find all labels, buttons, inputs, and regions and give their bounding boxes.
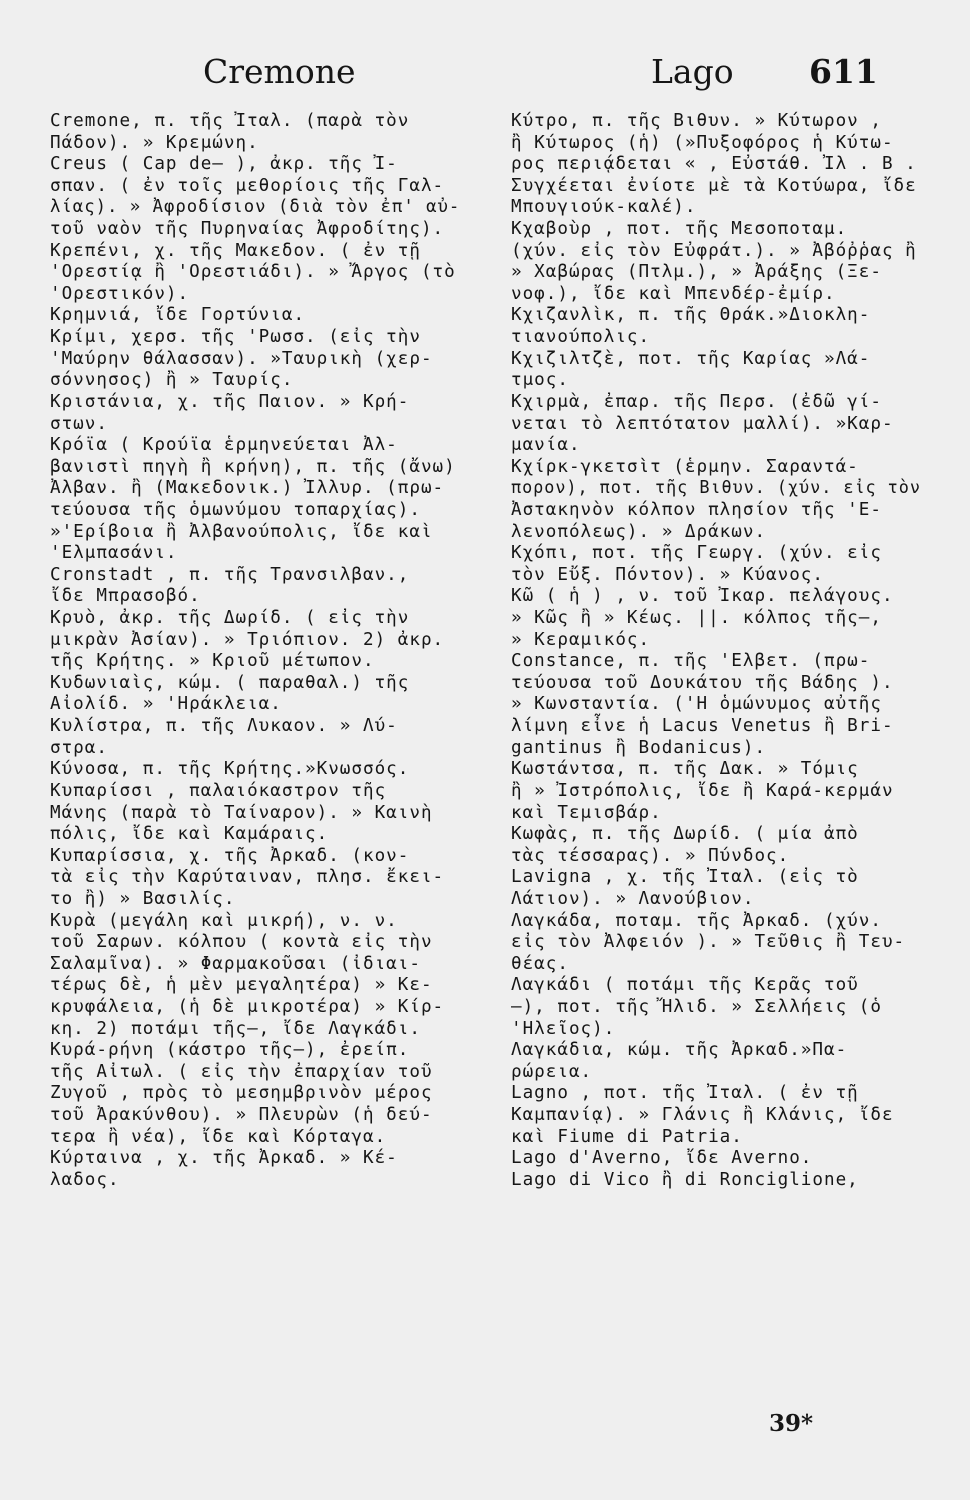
entry-line: ἴδε Μπρασοβό. (50, 586, 201, 607)
entry-line: Creus ( Cap de— ), ἀκρ. τῆς Ἰ- (50, 154, 398, 175)
entry-line: ἢ » Ἰστρόπολις, ἴδε ἢ Καρά-κερμάν (511, 780, 894, 801)
entry-line: πορον), ποτ. τῆς Βιθυν. (χύν. εἰς τὸν (511, 478, 921, 499)
entry-line: 'Ορεστικόν). (50, 283, 190, 304)
entry-line: στων. (50, 413, 108, 434)
entry-line: Κῶ ( ἡ ) , ν. τοῦ Ἰκαρ. πελάγους. (511, 586, 894, 607)
entry-line: Κωφὰς, π. τῆς Δωρίδ. ( μία ἀπὸ (511, 824, 859, 845)
entry-line: τερα ἢ νέα), ἴδε καὶ Κόρταγα. (50, 1126, 387, 1147)
entry-line: Κύρταινα , χ. τῆς Ἀρκαδ. » Κέ- (50, 1148, 398, 1169)
entry-line: λίας). » Ἀφροδίσιον (διὰ τὸν ἐπ' αὐ- (50, 197, 461, 218)
entry-line: πόλις, ἴδε καὶ Καμάραις. (50, 824, 329, 845)
entry-line: » Κωνσταντία. ('Η ὁμώνυμος αὐτῆς (511, 694, 882, 715)
entry-line: Κριστάνια, χ. τῆς Παιον. » Κρή- (50, 391, 410, 412)
entry-line: βανιστὶ πηγὴ ἢ κρήνη), π. τῆς (ἄνω) (50, 456, 456, 477)
entry-line: Constance, π. τῆς 'Ελβετ. (πρω- (511, 651, 871, 672)
left-column (50, 111, 460, 1191)
entry-line: Πάδον). » Κρεμώνη. (50, 132, 259, 153)
entry-line: τοῦ ναὸν τῆς Πυρηναίας Ἀφροδίτης). (50, 219, 445, 240)
entry-line: στρα. (50, 737, 108, 758)
entry-line: Κρημνιά, ἴδε Γορτύνια. (50, 305, 306, 326)
entry-line: Κυδωνιαὶς, κώμ. ( παραθαλ.) τῆς (50, 672, 410, 693)
entry-line: Μπουγιούκ-καλέ). (511, 197, 697, 218)
entry-line: Ἀλβαν. ἢ (Μακεδονικ.) Ἰλλυρ. (πρω- (50, 478, 445, 499)
entry-line: Κχιζανλὶκ, π. τῆς Θράκ.»Διοκλη- (511, 305, 871, 326)
page-number: 611 (809, 52, 878, 91)
entry-line: »'Ερίβοια ἢ Ἀλβανούπολις, ἴδε καὶ (50, 521, 433, 542)
entry-line: τῆς Κρήτης. » Κριοῦ μέτωπον. (50, 651, 375, 672)
entry-line: Cremone, π. τῆς Ἰταλ. (παρὰ τὸν (50, 111, 410, 131)
entry-line: τοῦ Σαρων. κόλπου ( κοντὰ εἰς τὴν (50, 932, 433, 953)
entry-line: Κύτρο, π. τῆς Βιθυν. » Κύτωρον , (511, 111, 882, 131)
entry-line: » Χαβώρας (Πτλμ.), » Ἀράξης (Ξε- (511, 262, 882, 283)
right-column (511, 111, 921, 1191)
entry-line: τῆς Αἰτωλ. ( εἰς τὴν ἐπαρχίαν τοῦ (50, 1061, 433, 1082)
entry-line: Κυρὰ (μεγάλη καὶ μικρή), ν. ν. (50, 910, 398, 931)
entry-line: νεται τὸ λεπτότατον μαλλί). »Καρ- (511, 413, 894, 434)
entry-line: 'Ορεστίᾳ ἢ 'Ορεστιάδι). » Ἄργος (τὸ (50, 262, 456, 283)
entry-line: (χύν. εἰς τὸν Εὐφράτ.). » Ἀβόῤῥας ἢ (511, 240, 917, 261)
entry-line: τμος. (511, 370, 569, 391)
entry-line: λίμνη εἶνε ἡ Lacus Venetus ἢ Bri- (511, 716, 894, 737)
entry-line: Κύνοσα, π. τῆς Κρήτης.»Κνωσσός. (50, 759, 410, 780)
entry-line: Lagno , ποτ. τῆς Ἰταλ. ( ἐν τῇ (511, 1083, 859, 1104)
entry-line: Κχαβοὺρ , ποτ. τῆς Μεσοποταμ. (511, 219, 848, 240)
entry-line: » Κεραμικός. (511, 629, 651, 650)
running-head-left: Cremone (203, 52, 356, 91)
entry-line: Ἀστακηνὸν κόλπον πλησίον τῆς 'Ε- (511, 499, 882, 520)
entry-line: μανία. (511, 435, 581, 456)
entry-line: Λάτιον). » Λανούβιον. (511, 888, 755, 909)
entry-line: εἰς τὸν Ἀλφειόν ). » Τεῦθις ἢ Τευ- (511, 932, 906, 953)
entry-line: gantinus ἢ Bodanicus). (511, 737, 767, 758)
entry-line: λαδος. (50, 1169, 120, 1190)
entry-line: Κχιρμὰ, ἐπαρ. τῆς Περσ. (ἐδῶ γί- (511, 391, 882, 412)
entry-line: κη. 2) ποτάμι τῆς—, ἴδε Λαγκάδι. (50, 1018, 421, 1039)
entry-line: —), ποτ. τῆς Ἤλιδ. » Σελλήεις (ὁ (511, 996, 882, 1017)
entry-line: τὰ εἰς τὴν Καρύταιναν, πλησ. ἔκει- (50, 867, 445, 888)
entry-line: » Κῶς ἢ » Κέως. ||. κόλπος τῆς—, (511, 608, 882, 629)
entry-line: τεύουσα τοῦ Δουκάτου τῆς Βάδης ). (511, 672, 894, 693)
entry-line: Λαγκάδι ( ποτάμι τῆς Κερᾶς τοῦ (511, 975, 859, 996)
entry-line: Κυπαρίσσι , παλαιόκαστρον τῆς (50, 780, 387, 801)
entry-line: σπαν. ( ἐν τοῖς μεθορίοις τῆς Γαλ- (50, 175, 445, 196)
entry-line: τὸν Εὔξ. Πόντον). » Κύανος. (511, 564, 824, 585)
entry-line: Κυρά-ρήνη (κάστρο τῆς—), ἐρείπ. (50, 1040, 410, 1061)
entry-line: θέας. (511, 953, 569, 974)
entry-line: Σαλαμῖνα). » Φαρμακοῦσαι (ἰδιαι- (50, 953, 421, 974)
entry-line: σόννησος) ἢ » Ταυρίς. (50, 370, 294, 391)
entry-line: Κυλίστρα, π. τῆς Λυκαον. » Λύ- (50, 716, 398, 737)
entry-line: Λαγκάδια, κώμ. τῆς Ἀρκαδ.»Πα- (511, 1040, 848, 1061)
entry-line: Lago di Vico ἢ di Ronciglione, (511, 1169, 859, 1190)
entry-line: καὶ Fiume di Patria. (511, 1126, 743, 1147)
entry-line: Κρυὸ, ἀκρ. τῆς Δωρίδ. ( εἰς τὴν (50, 608, 410, 629)
entry-line: ρώρεια. (511, 1061, 593, 1082)
entry-line: ρος περιᾴδεται « , Εὐστάθ. Ἰλ . Β . (511, 154, 917, 175)
entry-line: τιανούπολις. (511, 327, 651, 348)
entry-line: τὰς τέσσαρας). » Πύνδος. (511, 845, 790, 866)
entry-line: Κχόπι, ποτ. τῆς Γεωργ. (χύν. εἰς (511, 543, 882, 564)
entry-line: Ζυγοῦ , πρὸς τὸ μεσημβρινὸν μέρος (50, 1083, 433, 1104)
entry-line: καὶ Τεμισβάρ. (511, 802, 662, 823)
entry-line: λενοπόλεως). » Δράκων. (511, 521, 767, 542)
entry-line: Lavigna , χ. τῆς Ἰταλ. (εἰς τὸ (511, 867, 859, 888)
entry-line: Cronstadt , π. τῆς Τρανσιλβαν., (50, 564, 410, 585)
entry-line: Κρόϊα ( Κρούϊα ἑρμηνεύεται Ἀλ- (50, 435, 398, 456)
entry-line: Κχίρκ-γκετσὶτ (ἑρμην. Σαραντά- (511, 456, 859, 477)
entry-line: 'Ελμπασάνι. (50, 543, 178, 564)
entry-line: Συγχέεται ἐνίοτε μὲ τὰ Κοτύωρα, ἴδε (511, 175, 917, 196)
entry-line: τοῦ Ἀρακύνθου). » Πλευρὼν (ἡ δεύ- (50, 1105, 433, 1126)
entry-line: Κωστάντσα, π. τῆς Δακ. » Τόμις (511, 759, 859, 780)
entry-line: Μάνης (παρὰ τὸ Ταίναρον). » Καινὴ (50, 802, 433, 823)
entry-line: Αἰολίδ. » 'Ηράκλεια. (50, 694, 282, 715)
entry-line: Κχιζιλτζὲ, ποτ. τῆς Καρίας »Λά- (511, 348, 871, 369)
entry-line: Λαγκάδα, ποταμ. τῆς Ἀρκαδ. (χύν. (511, 910, 882, 931)
entry-line: 'Μαύρην θάλασσαν). »Ταυρικὴ (χερ- (50, 348, 433, 369)
entry-line: τέρως δὲ, ἡ μὲν μεγαλητέρα) » Κε- (50, 975, 433, 996)
entry-line: Lago d'Averno, ἴδε Averno. (511, 1148, 813, 1169)
entry-line: Καμπανίᾳ). » Γλάνις ἢ Κλάνις, ἴδε (511, 1105, 894, 1126)
entry-line: Κρεπένι, χ. τῆς Μακεδον. ( ἐν τῇ (50, 240, 421, 261)
entry-line: το ἢ) » Βασιλίς. (50, 888, 236, 909)
entry-line: μικρὰν Ἀσίαν). » Τριόπιον. 2) ἀκρ. (50, 629, 445, 650)
entry-line: Κυπαρίσσια, χ. τῆς Ἀρκαδ. (κον- (50, 845, 410, 866)
entry-line: νοφ.), ἴδε καὶ Μπενδέρ-ἐμίρ. (511, 283, 836, 304)
entry-line: 'Ηλεῖος). (511, 1018, 616, 1039)
running-head-center: Lago (651, 52, 734, 91)
entry-line: κρυφάλεια, (ἡ δὲ μικροτέρα) » Κίρ- (50, 996, 445, 1017)
signature-mark: 39* (769, 1410, 814, 1437)
entry-line: ἢ Κύτωρος (ἡ) (»Πυξοφόρος ἡ Κύτω- (511, 132, 894, 153)
entry-line: Κρίμι, χερσ. τῆς 'Ρωσσ. (εἰς τὴν (50, 327, 421, 348)
entry-line: τεύουσα τῆς ὁμωνύμου τοπαρχίας). (50, 499, 421, 520)
